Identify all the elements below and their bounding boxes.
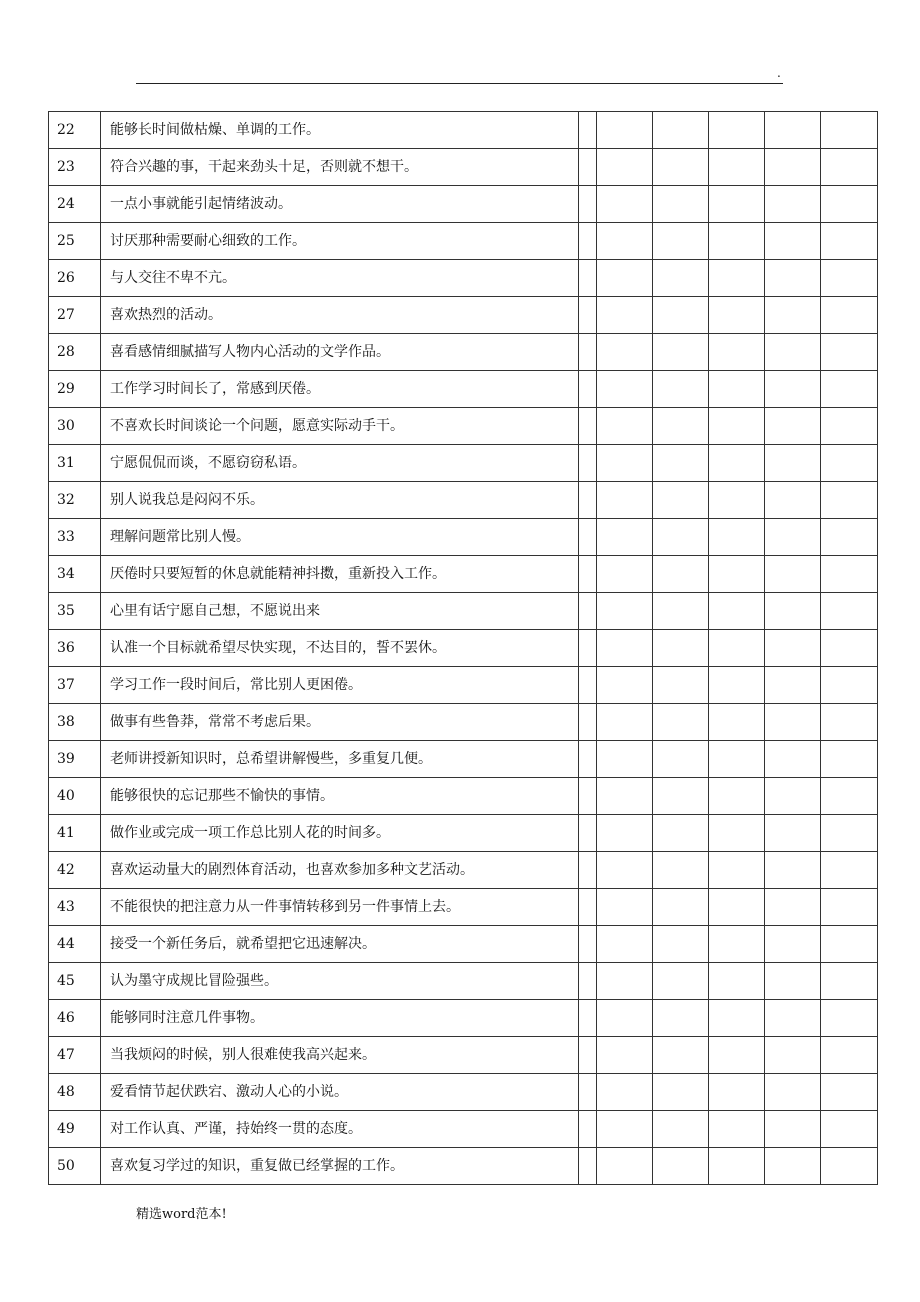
answer-cell-1[interactable]: [597, 741, 653, 778]
question-text: 接受一个新任务后，就希望把它迅速解决。: [101, 926, 579, 963]
answer-cell-4[interactable]: [765, 519, 821, 556]
answer-cell-3[interactable]: [709, 815, 765, 852]
question-text: 符合兴趣的事，干起来劲头十足，否则就不想干。: [101, 149, 579, 186]
answer-cell-5[interactable]: [821, 1000, 878, 1037]
question-text: 与人交往不卑不亢。: [101, 260, 579, 297]
question-text: 喜欢运动量大的剧烈体育活动，也喜欢参加多种文艺活动。: [101, 852, 579, 889]
spacer-cell: [579, 445, 597, 482]
question-row: [49, 778, 878, 815]
question-row: [49, 260, 878, 297]
question-text: 讨厌那种需要耐心细致的工作。: [101, 223, 579, 260]
question-number: 44: [49, 926, 101, 963]
answer-cell-4[interactable]: [765, 260, 821, 297]
answer-cell-3[interactable]: [709, 852, 765, 889]
answer-cell-1[interactable]: [597, 223, 653, 260]
question-row: [49, 704, 878, 741]
spacer-cell: [579, 334, 597, 371]
question-number: 26: [49, 260, 101, 297]
answer-cell-1[interactable]: [597, 926, 653, 963]
question-row: [49, 1074, 878, 1111]
header-rule: [136, 83, 783, 84]
question-number: 48: [49, 1074, 101, 1111]
spacer-cell: [579, 371, 597, 408]
answer-cell-4[interactable]: [765, 926, 821, 963]
answer-cell-2[interactable]: [653, 371, 709, 408]
answer-cell-3[interactable]: [709, 889, 765, 926]
answer-cell-5[interactable]: [821, 556, 878, 593]
answer-cell-3[interactable]: [709, 556, 765, 593]
answer-cell-5[interactable]: [821, 408, 878, 445]
answer-cell-2[interactable]: [653, 926, 709, 963]
answer-cell-3[interactable]: [709, 519, 765, 556]
spacer-cell: [579, 815, 597, 852]
answer-cell-2[interactable]: [653, 112, 709, 149]
answer-cell-5[interactable]: [821, 630, 878, 667]
question-number: 43: [49, 889, 101, 926]
answer-cell-4[interactable]: [765, 1037, 821, 1074]
answer-cell-4[interactable]: [765, 1148, 821, 1185]
answer-cell-4[interactable]: [765, 223, 821, 260]
question-text: 认准一个目标就希望尽快实现，不达目的，誓不罢休。: [101, 630, 579, 667]
answer-cell-2[interactable]: [653, 963, 709, 1000]
question-number: 35: [49, 593, 101, 630]
answer-cell-1[interactable]: [597, 371, 653, 408]
answer-cell-1[interactable]: [597, 778, 653, 815]
answer-cell-4[interactable]: [765, 408, 821, 445]
answer-cell-1[interactable]: [597, 260, 653, 297]
spacer-cell: [579, 667, 597, 704]
question-row: [49, 963, 878, 1000]
answer-cell-2[interactable]: [653, 852, 709, 889]
question-row: [49, 223, 878, 260]
answer-cell-4[interactable]: [765, 741, 821, 778]
question-row: [49, 926, 878, 963]
question-number: 30: [49, 408, 101, 445]
question-number: 45: [49, 963, 101, 1000]
answer-cell-1[interactable]: [597, 408, 653, 445]
question-text: 不能很快的把注意力从一件事情转移到另一件事情上去。: [101, 889, 579, 926]
answer-cell-4[interactable]: [765, 482, 821, 519]
answer-cell-3[interactable]: [709, 926, 765, 963]
question-number: 25: [49, 223, 101, 260]
question-row: [49, 112, 878, 149]
answer-cell-1[interactable]: [597, 630, 653, 667]
answer-cell-1[interactable]: [597, 1148, 653, 1185]
question-text: 对工作认真、严谨，持始终一贯的态度。: [101, 1111, 579, 1148]
question-text: 一点小事就能引起情绪波动。: [101, 186, 579, 223]
question-row: [49, 815, 878, 852]
answer-cell-1[interactable]: [597, 815, 653, 852]
spacer-cell: [579, 260, 597, 297]
answer-cell-5[interactable]: [821, 112, 878, 149]
spacer-cell: [579, 963, 597, 1000]
answer-cell-1[interactable]: [597, 593, 653, 630]
answer-cell-4[interactable]: [765, 778, 821, 815]
answer-cell-3[interactable]: [709, 778, 765, 815]
answer-cell-3[interactable]: [709, 704, 765, 741]
question-row: [49, 1000, 878, 1037]
answer-cell-2[interactable]: [653, 223, 709, 260]
question-number: 36: [49, 630, 101, 667]
answer-cell-1[interactable]: [597, 149, 653, 186]
answer-cell-5[interactable]: [821, 445, 878, 482]
question-row: [49, 741, 878, 778]
answer-cell-4[interactable]: [765, 852, 821, 889]
answer-cell-5[interactable]: [821, 889, 878, 926]
question-number: 50: [49, 1148, 101, 1185]
question-number: 27: [49, 297, 101, 334]
answer-cell-4[interactable]: [765, 630, 821, 667]
answer-cell-3[interactable]: [709, 1074, 765, 1111]
spacer-cell: [579, 186, 597, 223]
question-row: [49, 1111, 878, 1148]
question-number: 22: [49, 112, 101, 149]
question-text: 认为墨守成规比冒险强些。: [101, 963, 579, 1000]
question-number: 41: [49, 815, 101, 852]
answer-cell-5[interactable]: [821, 704, 878, 741]
answer-cell-1[interactable]: [597, 1000, 653, 1037]
answer-cell-2[interactable]: [653, 704, 709, 741]
spacer-cell: [579, 519, 597, 556]
spacer-cell: [579, 149, 597, 186]
answer-cell-4[interactable]: [765, 371, 821, 408]
spacer-cell: [579, 630, 597, 667]
answer-cell-5[interactable]: [821, 1037, 878, 1074]
answer-cell-2[interactable]: [653, 741, 709, 778]
answer-cell-2[interactable]: [653, 297, 709, 334]
answer-cell-4[interactable]: [765, 149, 821, 186]
answer-cell-2[interactable]: [653, 519, 709, 556]
question-text: 喜看感情细腻描写人物内心活动的文学作品。: [101, 334, 579, 371]
question-text: 厌倦时只要短暂的休息就能精神抖擞，重新投入工作。: [101, 556, 579, 593]
answer-cell-3[interactable]: [709, 741, 765, 778]
answer-cell-2[interactable]: [653, 1148, 709, 1185]
answer-cell-3[interactable]: [709, 482, 765, 519]
question-row: [49, 667, 878, 704]
question-row: [49, 371, 878, 408]
question-row: [49, 630, 878, 667]
spacer-cell: [579, 741, 597, 778]
spacer-cell: [579, 1000, 597, 1037]
answer-cell-2[interactable]: [653, 482, 709, 519]
answer-cell-2[interactable]: [653, 445, 709, 482]
answer-cell-5[interactable]: [821, 593, 878, 630]
answer-cell-4[interactable]: [765, 815, 821, 852]
question-text: 学习工作一段时间后，常比别人更困倦。: [101, 667, 579, 704]
answer-cell-3[interactable]: [709, 667, 765, 704]
answer-cell-5[interactable]: [821, 149, 878, 186]
question-row: [49, 889, 878, 926]
answer-cell-3[interactable]: [709, 112, 765, 149]
answer-cell-5[interactable]: [821, 482, 878, 519]
answer-cell-3[interactable]: [709, 630, 765, 667]
answer-cell-3[interactable]: [709, 297, 765, 334]
question-text: 做作业或完成一项工作总比别人花的时间多。: [101, 815, 579, 852]
question-number: 49: [49, 1111, 101, 1148]
answer-cell-4[interactable]: [765, 556, 821, 593]
answer-cell-3[interactable]: [709, 334, 765, 371]
answer-cell-3[interactable]: [709, 593, 765, 630]
answer-cell-1[interactable]: [597, 1074, 653, 1111]
question-number: 31: [49, 445, 101, 482]
question-text: 喜欢热烈的活动。: [101, 297, 579, 334]
footer-text: 精选word范本!: [136, 1207, 227, 1222]
answer-cell-5[interactable]: [821, 963, 878, 1000]
question-text: 爱看情节起伏跌宕、激动人心的小说。: [101, 1074, 579, 1111]
question-number: 47: [49, 1037, 101, 1074]
spacer-cell: [579, 223, 597, 260]
questionnaire-table: [48, 111, 878, 1185]
answer-cell-5[interactable]: [821, 260, 878, 297]
answer-cell-4[interactable]: [765, 963, 821, 1000]
answer-cell-5[interactable]: [821, 223, 878, 260]
answer-cell-1[interactable]: [597, 297, 653, 334]
question-text: 当我烦闷的时候，别人很难使我高兴起来。: [101, 1037, 579, 1074]
answer-cell-1[interactable]: [597, 1111, 653, 1148]
answer-cell-3[interactable]: [709, 371, 765, 408]
answer-cell-2[interactable]: [653, 815, 709, 852]
answer-cell-1[interactable]: [597, 445, 653, 482]
answer-cell-2[interactable]: [653, 556, 709, 593]
answer-cell-3[interactable]: [709, 408, 765, 445]
answer-cell-1[interactable]: [597, 704, 653, 741]
question-text: 不喜欢长时间谈论一个问题，愿意实际动手干。: [101, 408, 579, 445]
answer-cell-5[interactable]: [821, 371, 878, 408]
question-row: [49, 556, 878, 593]
answer-cell-1[interactable]: [597, 482, 653, 519]
answer-cell-4[interactable]: [765, 593, 821, 630]
spacer-cell: [579, 593, 597, 630]
answer-cell-5[interactable]: [821, 667, 878, 704]
question-number: 38: [49, 704, 101, 741]
question-row: [49, 408, 878, 445]
answer-cell-1[interactable]: [597, 963, 653, 1000]
answer-cell-1[interactable]: [597, 556, 653, 593]
question-number: 42: [49, 852, 101, 889]
question-text: 做事有些鲁莽，常常不考虑后果。: [101, 704, 579, 741]
answer-cell-4[interactable]: [765, 1111, 821, 1148]
answer-cell-4[interactable]: [765, 445, 821, 482]
question-text: 能够长时间做枯燥、单调的工作。: [101, 112, 579, 149]
answer-cell-4[interactable]: [765, 704, 821, 741]
answer-cell-4[interactable]: [765, 1000, 821, 1037]
spacer-cell: [579, 408, 597, 445]
answer-cell-5[interactable]: [821, 1074, 878, 1111]
answer-cell-2[interactable]: [653, 186, 709, 223]
question-number: 40: [49, 778, 101, 815]
question-row: [49, 1148, 878, 1185]
question-row: [49, 519, 878, 556]
answer-cell-4[interactable]: [765, 889, 821, 926]
question-text: 工作学习时间长了，常感到厌倦。: [101, 371, 579, 408]
spacer-cell: [579, 556, 597, 593]
answer-cell-2[interactable]: [653, 630, 709, 667]
question-text: 喜欢复习学过的知识，重复做已经掌握的工作。: [101, 1148, 579, 1185]
answer-cell-5[interactable]: [821, 297, 878, 334]
question-text: 别人说我总是闷闷不乐。: [101, 482, 579, 519]
answer-cell-4[interactable]: [765, 297, 821, 334]
answer-cell-4[interactable]: [765, 334, 821, 371]
spacer-cell: [579, 704, 597, 741]
answer-cell-1[interactable]: [597, 667, 653, 704]
answer-cell-5[interactable]: [821, 519, 878, 556]
answer-cell-4[interactable]: [765, 112, 821, 149]
answer-cell-3[interactable]: [709, 223, 765, 260]
answer-cell-1[interactable]: [597, 112, 653, 149]
answer-cell-2[interactable]: [653, 408, 709, 445]
question-number: 23: [49, 149, 101, 186]
question-number: 28: [49, 334, 101, 371]
question-text: 能够很快的忘记那些不愉快的事情。: [101, 778, 579, 815]
answer-cell-3[interactable]: [709, 1111, 765, 1148]
question-number: 39: [49, 741, 101, 778]
question-number: 33: [49, 519, 101, 556]
answer-cell-4[interactable]: [765, 186, 821, 223]
answer-cell-3[interactable]: [709, 260, 765, 297]
answer-cell-2[interactable]: [653, 1000, 709, 1037]
answer-cell-1[interactable]: [597, 889, 653, 926]
answer-cell-5[interactable]: [821, 186, 878, 223]
question-row: [49, 852, 878, 889]
answer-cell-5[interactable]: [821, 778, 878, 815]
question-number: 46: [49, 1000, 101, 1037]
question-text: 能够同时注意几件事物。: [101, 1000, 579, 1037]
question-text: 老师讲授新知识时，总希望讲解慢些，多重复几便。: [101, 741, 579, 778]
answer-cell-2[interactable]: [653, 778, 709, 815]
header-mark: .: [777, 66, 781, 80]
question-row: [49, 482, 878, 519]
questionnaire-rows: [49, 112, 878, 1185]
answer-cell-2[interactable]: [653, 1074, 709, 1111]
answer-cell-2[interactable]: [653, 260, 709, 297]
answer-cell-2[interactable]: [653, 667, 709, 704]
spacer-cell: [579, 852, 597, 889]
question-row: [49, 1037, 878, 1074]
answer-cell-4[interactable]: [765, 667, 821, 704]
answer-cell-5[interactable]: [821, 926, 878, 963]
question-row: [49, 186, 878, 223]
answer-cell-5[interactable]: [821, 1111, 878, 1148]
question-number: 34: [49, 556, 101, 593]
answer-cell-2[interactable]: [653, 1111, 709, 1148]
answer-cell-3[interactable]: [709, 1037, 765, 1074]
answer-cell-2[interactable]: [653, 334, 709, 371]
answer-cell-1[interactable]: [597, 519, 653, 556]
answer-cell-3[interactable]: [709, 445, 765, 482]
question-number: 24: [49, 186, 101, 223]
spacer-cell: [579, 297, 597, 334]
question-number: 37: [49, 667, 101, 704]
spacer-cell: [579, 889, 597, 926]
answer-cell-2[interactable]: [653, 593, 709, 630]
question-row: [49, 593, 878, 630]
answer-cell-5[interactable]: [821, 815, 878, 852]
answer-cell-1[interactable]: [597, 1037, 653, 1074]
question-row: [49, 334, 878, 371]
question-text: 宁愿侃侃而谈，不愿窃窃私语。: [101, 445, 579, 482]
answer-cell-2[interactable]: [653, 1037, 709, 1074]
question-row: [49, 445, 878, 482]
spacer-cell: [579, 1037, 597, 1074]
question-number: 29: [49, 371, 101, 408]
answer-cell-1[interactable]: [597, 852, 653, 889]
question-text: 理解问题常比别人慢。: [101, 519, 579, 556]
answer-cell-3[interactable]: [709, 149, 765, 186]
answer-cell-5[interactable]: [821, 852, 878, 889]
answer-cell-5[interactable]: [821, 741, 878, 778]
question-row: [49, 297, 878, 334]
answer-cell-3[interactable]: [709, 1000, 765, 1037]
answer-cell-2[interactable]: [653, 149, 709, 186]
spacer-cell: [579, 926, 597, 963]
question-number: 32: [49, 482, 101, 519]
answer-cell-1[interactable]: [597, 186, 653, 223]
answer-cell-5[interactable]: [821, 334, 878, 371]
spacer-cell: [579, 1074, 597, 1111]
spacer-cell: [579, 482, 597, 519]
spacer-cell: [579, 1111, 597, 1148]
answer-cell-3[interactable]: [709, 186, 765, 223]
question-text: 心里有话宁愿自己想，不愿说出来: [101, 593, 579, 630]
answer-cell-3[interactable]: [709, 963, 765, 1000]
answer-cell-4[interactable]: [765, 1074, 821, 1111]
question-row: [49, 149, 878, 186]
spacer-cell: [579, 1148, 597, 1185]
spacer-cell: [579, 778, 597, 815]
answer-cell-5[interactable]: [821, 1148, 878, 1185]
spacer-cell: [579, 112, 597, 149]
answer-cell-1[interactable]: [597, 334, 653, 371]
answer-cell-3[interactable]: [709, 1148, 765, 1185]
answer-cell-2[interactable]: [653, 889, 709, 926]
